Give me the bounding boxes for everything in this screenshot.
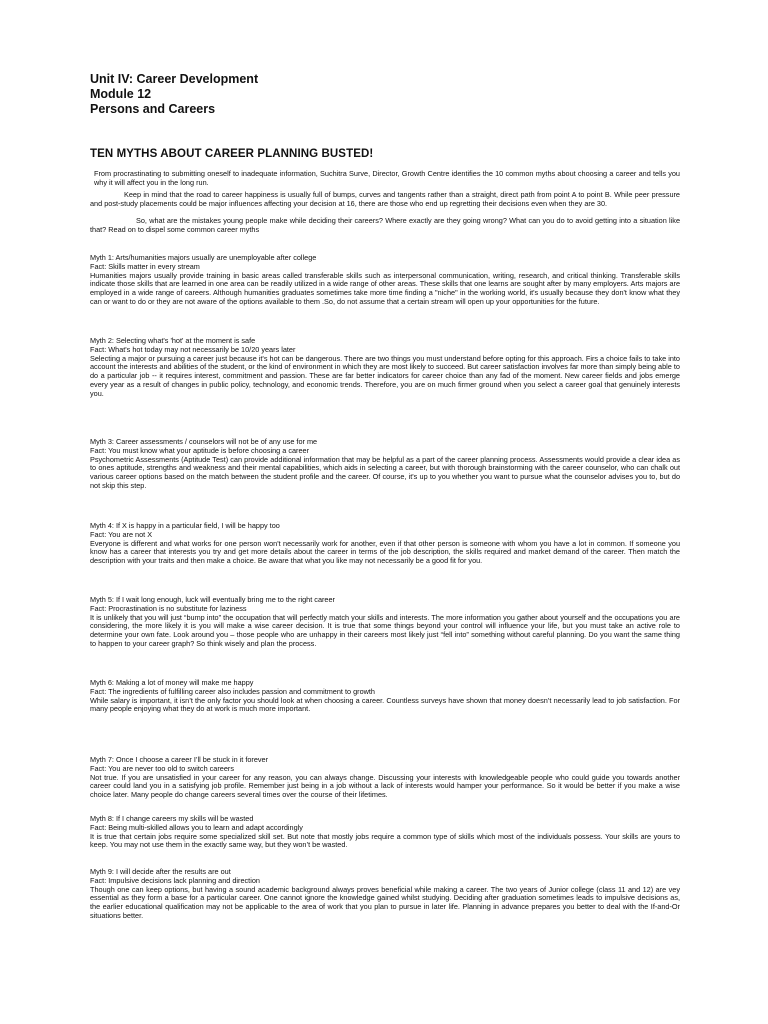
article-title: TEN MYTHS ABOUT CAREER PLANNING BUSTED!: [90, 148, 374, 160]
fact-line: Fact: You must know what your aptitude is before choosing a career: [90, 445, 310, 455]
fact-line: Fact: Procrastination is no substitute for laziness: [90, 603, 247, 613]
fact-line: Fact: You are not X: [90, 529, 153, 539]
myth-heading: Myth 9: I will decide after the results are out: [90, 867, 231, 876]
myth-section-5: [90, 596, 680, 649]
topic-title: Persons and Careers: [90, 102, 216, 116]
fact-line: Fact: You are never too old to switch careers: [90, 763, 234, 773]
myth-heading: Myth 6: Making a lot of money will make me happy: [90, 678, 254, 687]
fact-line: Fact: The ingredients of fulfilling career also includes passion and commitment to growth: [90, 686, 375, 696]
fact-line: Fact: What's hot today may not necessarily be 10/20 years later: [90, 344, 296, 354]
myth-heading: Myth 1: Arts/humanities majors usually are unemployable after college: [90, 253, 317, 262]
myth-section-3: [90, 438, 680, 491]
myth-heading: Myth 5: If I wait long enough, luck will eventually bring me to the right career: [90, 595, 335, 604]
myth-section-7: [90, 756, 680, 800]
myth-section-6: [90, 679, 680, 714]
myth-section-2: [90, 337, 680, 398]
intro-paragraph-1: From procrastinating to submitting oneself to inadequate information, Suchitra Surve, Director, Growth Centre identifies the 10 common myths about choosing a career and tells you why it will affect you in the long run.: [94, 169, 680, 187]
intro-paragraph-2: Keep in mind that the road to career happiness is usually full of bumps, curves and tangents rather than a straight, direct path from point A to point B. While peer pressure and post-study placements could be major influences affecting your decision at 16, there are those who end up regretting their decisions even when they are 30.: [90, 190, 680, 208]
myth-heading: Myth 7: Once I choose a career I’ll be stuck in it forever: [90, 755, 269, 764]
fact-line: Fact: Impulsive decisions lack planning and direction: [90, 875, 260, 885]
intro-paragraph-3: So, what are the mistakes young people make while deciding their careers? Where exactly are they going wrong? What can you do to avoid getting into a situation like that? Read on to dispel some common career myths: [90, 216, 680, 234]
myth-section-9: [90, 868, 680, 921]
myth-section-4: [90, 522, 680, 566]
myth-text: While salary is important, it isn’t the only factor you should look at when choosing a career. Countless surveys have shown that money doesn’t necessarily lead to job satisfaction. For many people enjoying what they do at work is much more important.: [90, 695, 680, 714]
myth-text: It is true that certain jobs require some specialized skill set. But note that mostly jobs require a common type of skills which most of the individuals possess. Your skills are yours to keep. You may not use them in the exactly same way, but they won’t be wasted.: [90, 831, 680, 850]
myth-heading: Myth 2: Selecting what's 'hot' at the moment is safe: [90, 336, 256, 345]
module-title: Module 12: [90, 87, 152, 101]
myth-section-8: [90, 815, 680, 850]
myth-text: Though one can keep options, but having a sound academic background always proves beneficial while making a career. The two years of Junior college (class 11 and 12) are vey essential as they form a base for a particular career. One cannot ignore the knowledge gained whilst studying. Deciding after graduation sometimes leads to impulsive decisions as, the earlier educational qualification may not be applicable to the area of work that you plan to pursue in later life. Planning in advance prepares you better to deal with the If-and-Or situations better.: [90, 884, 680, 920]
myth-text: Selecting a major or pursuing a career just because it's hot can be dangerous. There are two things you must understand before opting for this approach. Firs a choice fails to take into account the interests and abilities of the student, or the kind of environment in which they are most likely to succeed. But career satisfaction involves far more than simply being able to do a particular job -- it requires interest, commitment and passion. These are far better indicators for career choice than any fad of the moment. New career fields and jobs emerge every year as a result of changes in public policy, technology, and economic trends. Therefore, you are on much firmer ground when you select a career goal that genuinely interests you.: [90, 353, 680, 398]
fact-line: Fact: Being multi-skilled allows you to learn and adapt accordingly: [90, 822, 303, 832]
myth-text: It is unlikely that you will just “bump into” the occupation that will perfectly match your skills and interests. The more information you gather about yourself and the occupations you are considering, the more likely it is you will make a wise career decision. It is true that some things beyond your control will influence your life, but you must take an active role to determine your own fate. Look around you – those people who are unhappy in their careers most likely just “fell into” something without careful planning. Do you want the same thing to happen to your career graph? So think wisely and plan the process.: [90, 612, 680, 648]
myth-heading: Myth 3: Career assessments / counselors will not be of any use for me: [90, 437, 318, 446]
document-header: [90, 72, 258, 117]
myth-section-1: [90, 254, 680, 307]
fact-line: Fact: Skills matter in every stream: [90, 261, 200, 271]
myth-text: Everyone is different and what works for one person won't necessarily work for another, even if that other person is someone with whom you have a lot in common. If someone you know has a career that interests you try and get more details about the career in terms of the job description, the skills required and market demand of the career. Then match the description with your traits and then make a choice. Be aware that what you like may not necessarily be a good fit for you.: [90, 538, 680, 565]
myth-heading: Myth 8: If I change careers my skills will be wasted: [90, 814, 254, 823]
myth-text: Not true. If you are unsatisfied in your career for any reason, you can always change. Discussing your interests with knowledgeable people who could guide you towards another career could land you in a satisfying job profile. Remember just being in a job without a lack of interests would hamper your performance. So it would be better if you make a wise choice later. Many people do change careers several times over the course of their lifetimes.: [90, 772, 680, 799]
myth-text: Psychometric Assessments (Aptitude Test) can provide additional information that may be helpful as a part of the career planning process. Assessments would provide a clear idea as to ones aptitude, strengths and weakness and their mental capabilities, which aids in selecting a career, but with thorough brainstorming with the career counselor, who can chalk out various career options based on the match between the student profile and the career. Of course, it's up to you whether you want to pursue what the counselor advises you to, but do not skip this step.: [90, 454, 680, 490]
unit-title: Unit IV: Career Development: [90, 72, 259, 86]
myth-heading: Myth 4: If X is happy in a particular field, I will be happy too: [90, 521, 280, 530]
myth-text: Humanities majors usually provide training in basic areas called transferable skills such as interpersonal communication, writing, research, and critical thinking. Transferable skills indicate those skills that are learned in one area can be readily utilized in a wide range of other areas. These skills that one learns are sought after by many employers. Arts majors are employed in a wide range of careers. Although humanities graduates sometimes take more time finding a "niche" in the working world, it's usually because they don't know what they can or want to do or they are not aware of the options available to them .So, do not assume that a certain stream will open up your opportunities for the future.: [90, 270, 680, 306]
